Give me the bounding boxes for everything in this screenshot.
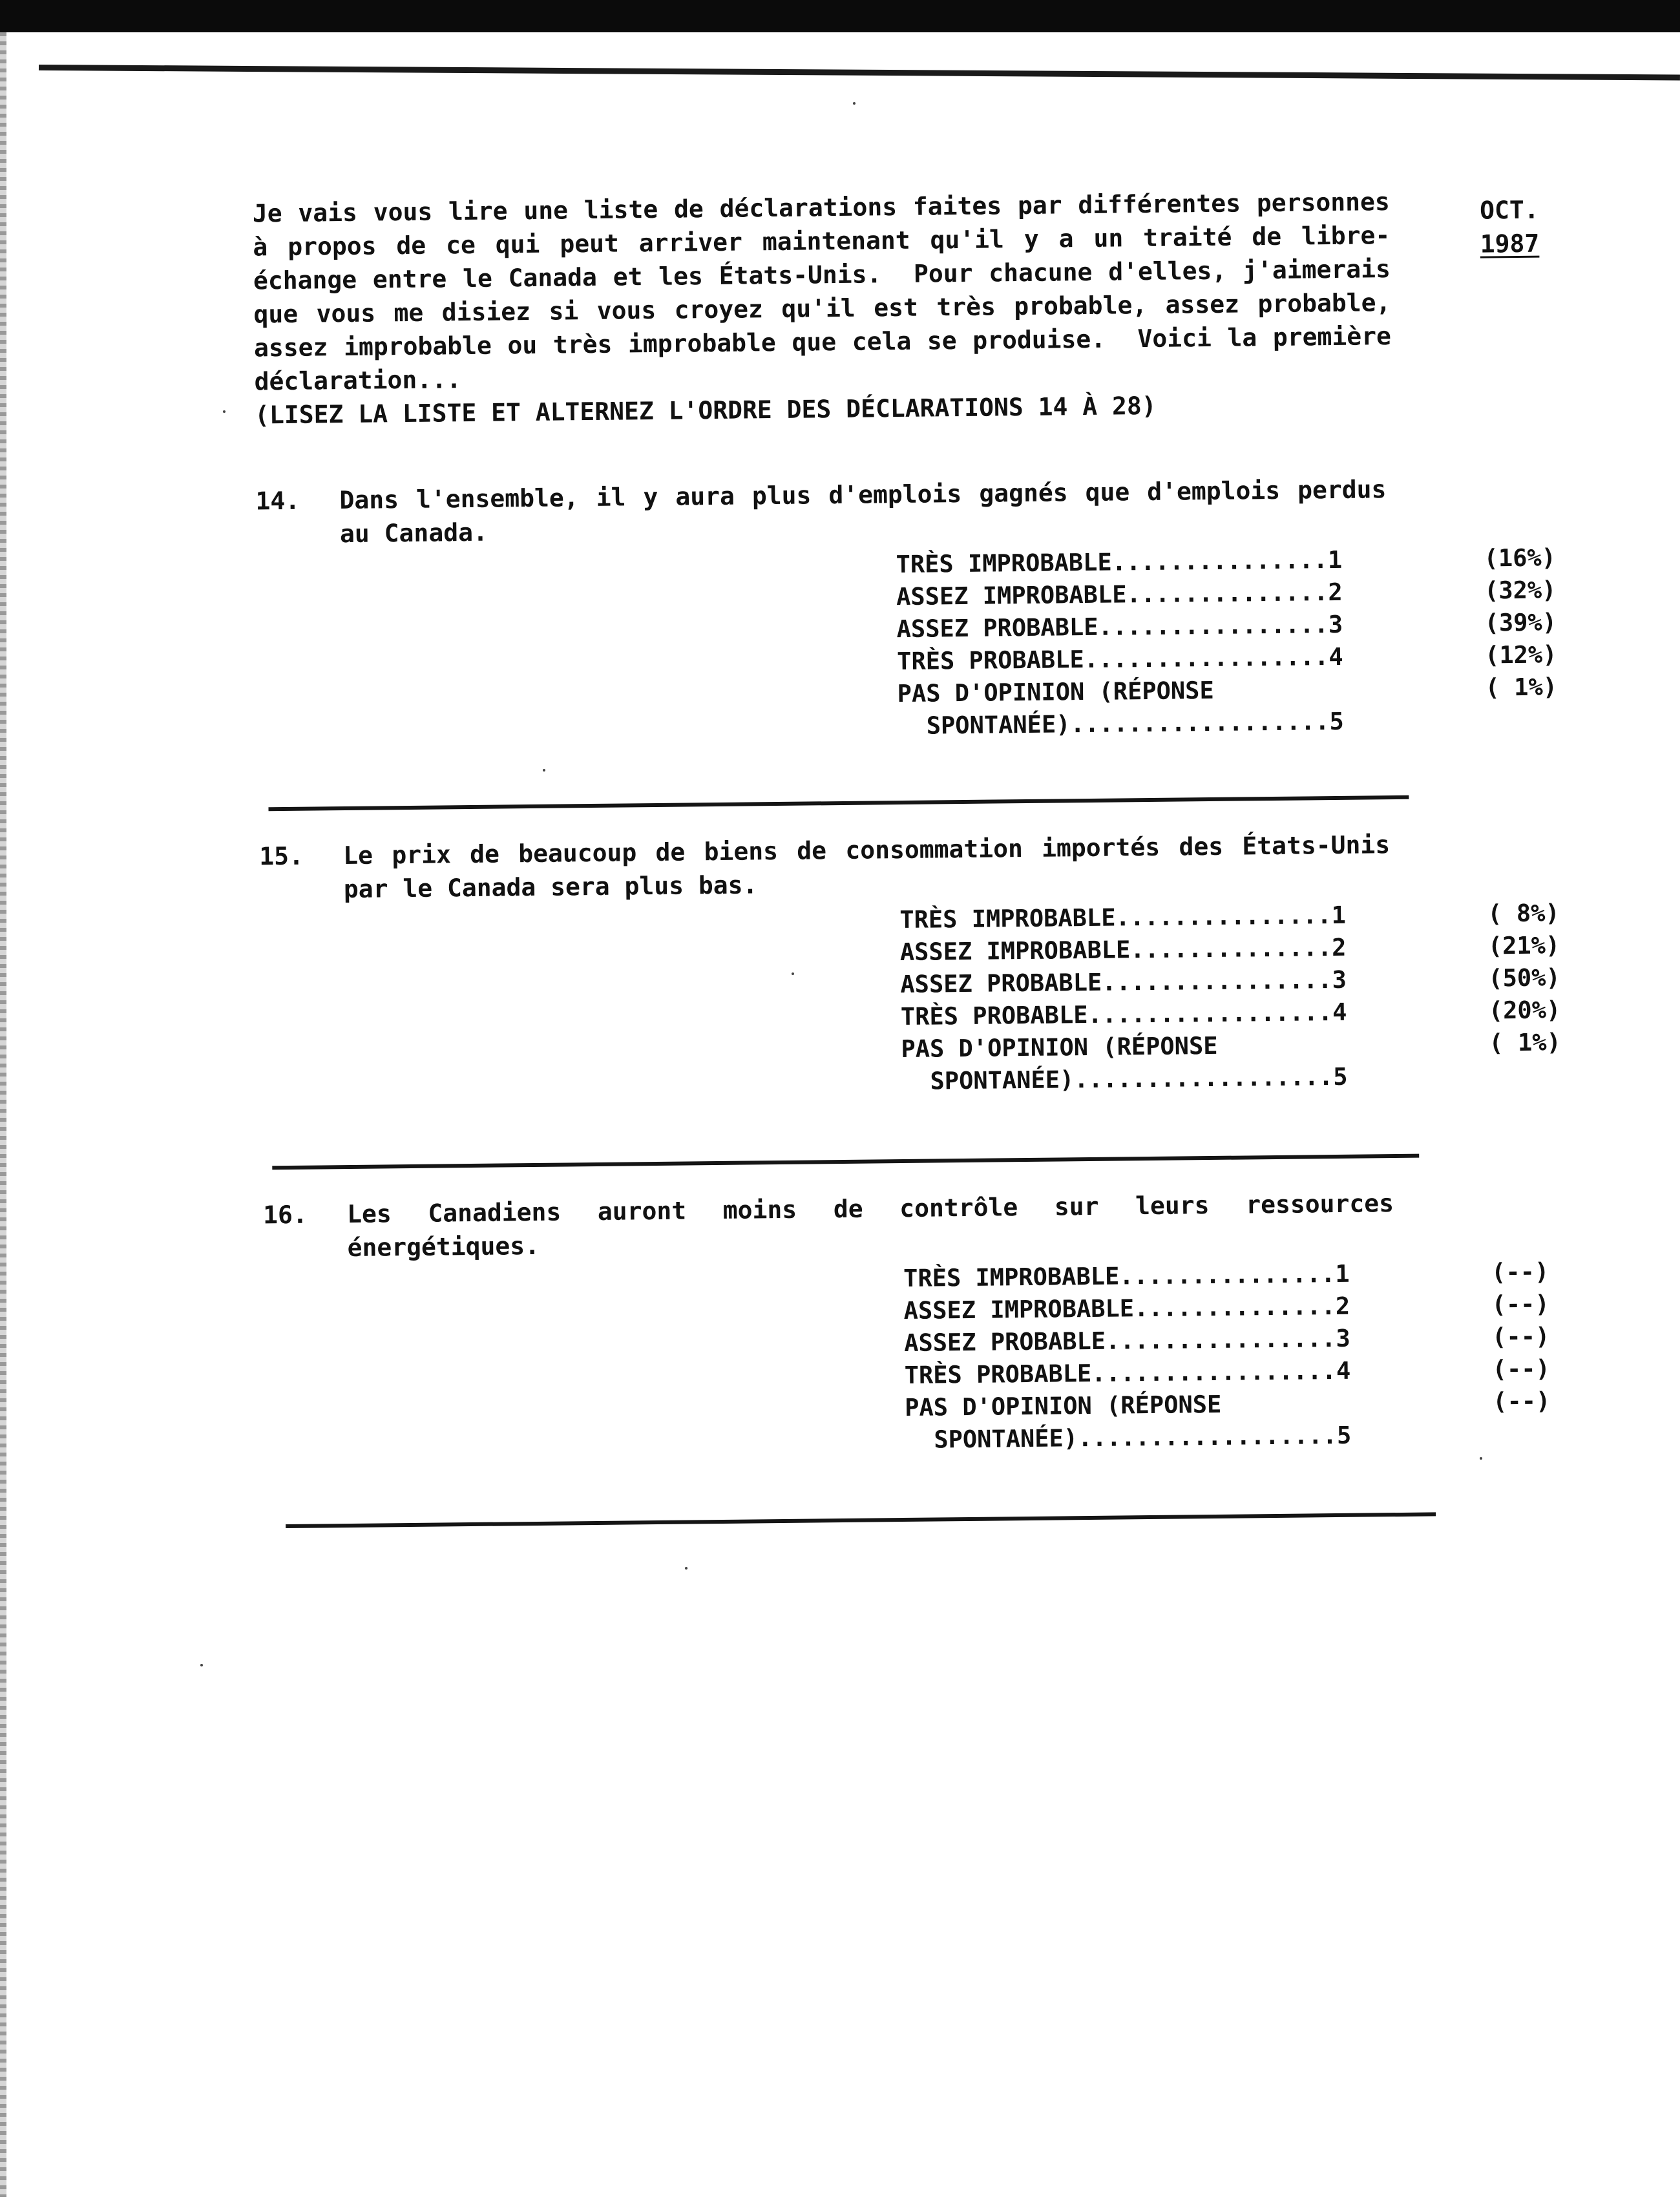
option-percentage: (12%) [1484, 640, 1557, 669]
option-label: ASSEZ PROBABLE................3 [896, 610, 1343, 644]
option-percentage: (--) [1492, 1354, 1551, 1383]
option-percentage: ( 1%) [1489, 1028, 1561, 1057]
scan-speck [1480, 1457, 1482, 1460]
option-row [897, 671, 1576, 742]
question-text: Le prix de beaucoup de biens de consommation importés des États-Unis par le Canada sera plus bas. [343, 830, 1405, 904]
section-divider [272, 1154, 1419, 1170]
option-percentage: ( 8%) [1487, 899, 1560, 928]
answer-options [896, 541, 1576, 742]
question-text: Dans l'ensemble, il y aura plus d'emplois gagnés que d'emplois perdus au Canada. [339, 474, 1402, 549]
question-15 [259, 826, 1593, 1150]
option-label: TRÈS PROBABLE.................4 [904, 1356, 1351, 1390]
answer-options [903, 1255, 1584, 1456]
option-row [901, 1026, 1580, 1098]
option-percentage: (20%) [1488, 996, 1561, 1025]
answer-options [899, 897, 1580, 1098]
section-divider [286, 1512, 1436, 1528]
option-label: TRÈS IMPROBABLE...............1 [903, 1259, 1350, 1293]
intro-instruction: (LISEZ LA LISTE ET ALTERNEZ L'ORDRE DES DÉCLARATIONS 14 À 28) [254, 391, 1157, 430]
scan-speck [685, 1567, 688, 1570]
option-label: PAS D'OPINION (RÉPONSE SPONTANÉE)..................5 [901, 1031, 1348, 1096]
scan-speck [200, 1664, 203, 1666]
question-number: 16. [262, 1200, 308, 1230]
option-label: TRÈS PROBABLE.................4 [900, 998, 1347, 1031]
option-label: TRÈS PROBABLE.................4 [896, 642, 1343, 676]
scan-speck [543, 769, 545, 772]
option-label: TRÈS IMPROBABLE...............1 [899, 901, 1347, 934]
date-year: 1987 [1480, 229, 1540, 258]
option-label: PAS D'OPINION (RÉPONSE SPONTANÉE)..................5 [905, 1390, 1352, 1454]
scan-speck [792, 972, 794, 975]
option-percentage: (--) [1491, 1257, 1549, 1287]
option-label: ASSEZ IMPROBABLE..............2 [903, 1292, 1350, 1325]
option-percentage: ( 1%) [1485, 673, 1558, 702]
option-percentage: (--) [1492, 1387, 1551, 1416]
option-label: ASSEZ PROBABLE................3 [903, 1324, 1350, 1358]
question-number: 14. [255, 486, 300, 516]
section-divider [268, 795, 1409, 811]
date-stamp [1467, 193, 1552, 260]
intro-paragraph [252, 185, 1407, 432]
option-label: PAS D'OPINION (RÉPONSE SPONTANÉE)..................5 [897, 676, 1344, 741]
question-16 [263, 1184, 1597, 1509]
option-percentage: (21%) [1487, 931, 1560, 960]
option-percentage: (50%) [1488, 963, 1560, 993]
intro-text: Je vais vous lire une liste de déclarations faites par différentes personnes à propos de ce qui peut arriver maintenant qu'il y a un traité de libre-échange entre le Canada et les États-Unis. Pour chacune d'elles, j'aimerais que vous me disiez si vous croyez qu'il est très probable, assez probable, assez improbable ou très improbable que cela se produise. Voici la première déclaration... [252, 187, 1407, 396]
option-percentage: (--) [1491, 1290, 1549, 1319]
scan-speck [223, 410, 226, 413]
scan-speck [853, 102, 856, 105]
option-percentage: (16%) [1484, 543, 1557, 573]
option-percentage: (--) [1491, 1322, 1550, 1351]
question-text: Les Canadiens auront moins de contrôle sur leurs ressources énergétiques. [346, 1188, 1409, 1263]
question-14 [255, 470, 1590, 795]
option-percentage: (32%) [1484, 576, 1557, 605]
option-percentage: (39%) [1484, 608, 1557, 637]
option-label: ASSEZ PROBABLE................3 [900, 965, 1347, 999]
option-label: ASSEZ IMPROBABLE..............2 [899, 933, 1347, 967]
question-number: 15. [259, 841, 304, 871]
option-row [905, 1385, 1584, 1456]
date-month: OCT. [1479, 195, 1539, 225]
option-label: ASSEZ IMPROBABLE..............2 [896, 578, 1343, 611]
option-label: TRÈS IMPROBABLE...............1 [896, 545, 1343, 579]
